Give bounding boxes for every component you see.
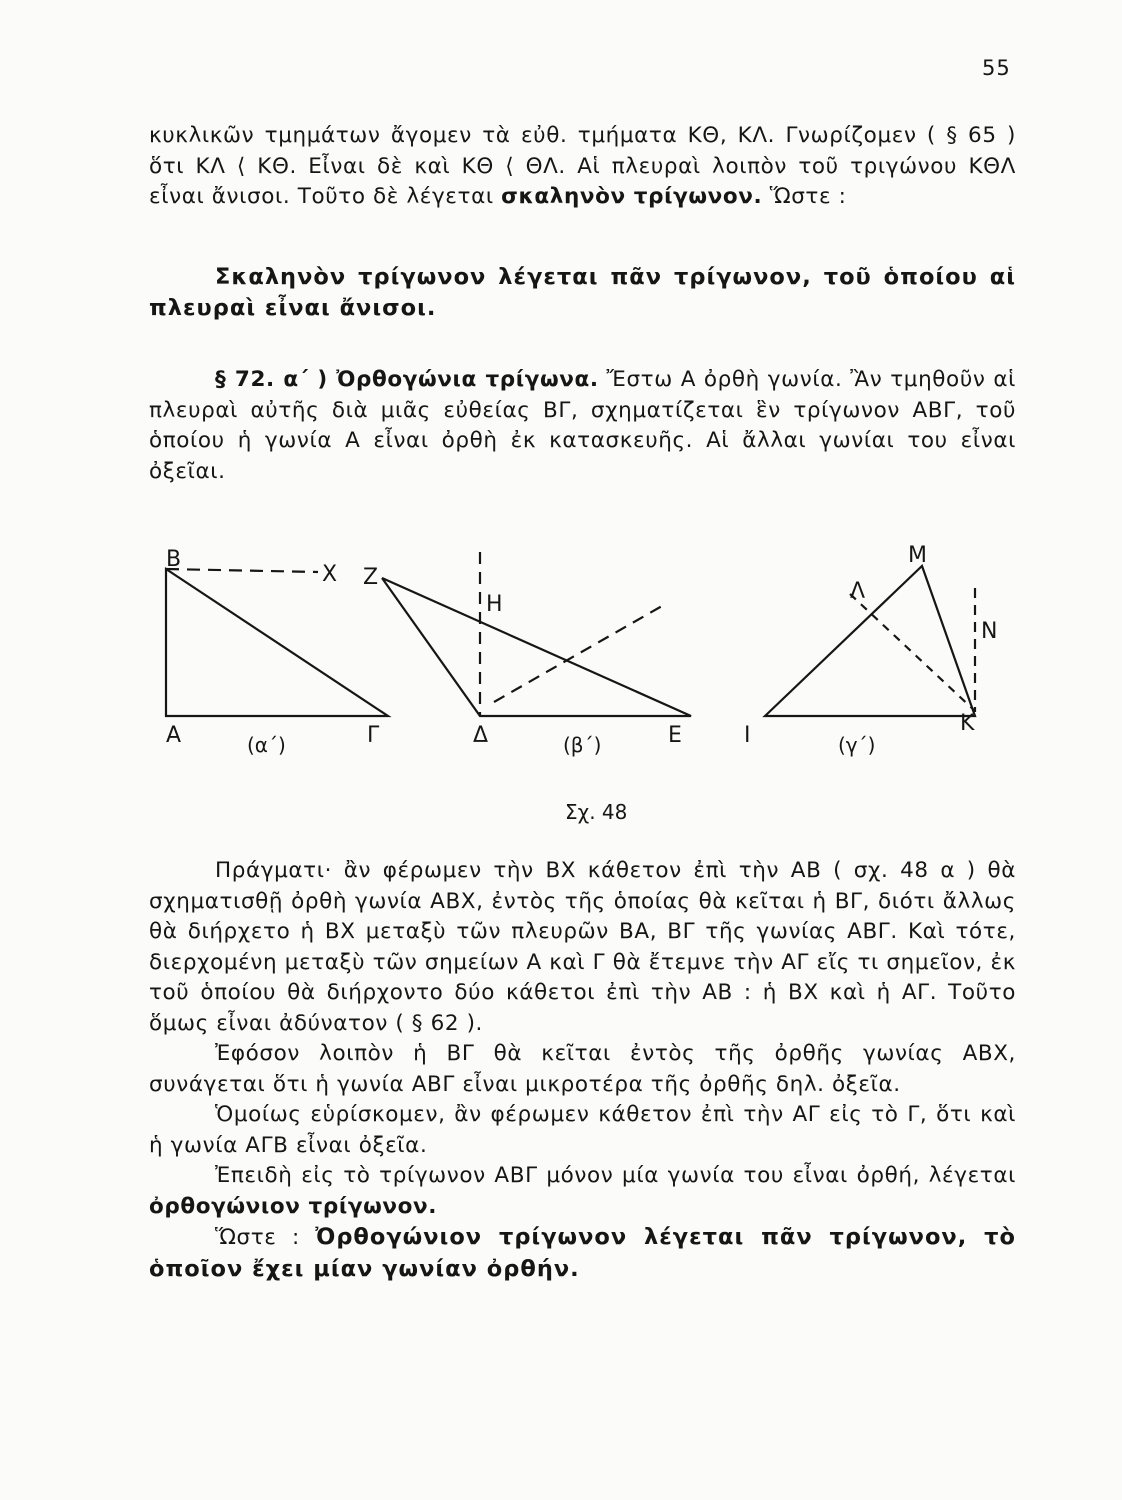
definition-lead: Ὥστε : (215, 1225, 316, 1250)
right-triangle-term: ὀρθογώνιον τρίγωνον. (149, 1193, 438, 1219)
label-e: E (668, 723, 682, 748)
section-72 (149, 365, 1016, 487)
definition-text: Ὀρθογώνιον τρίγωνον λέγεται πᾶν τρίγωνον, τὸ ὁποῖον ἔχει μίαν γωνίαν ὀρθήν. (149, 1224, 1016, 1282)
intro-text: κυκλικῶν τμημάτων ἄγομεν τὰ εὐθ. τμήματα ΚΘ, ΚΛ. Γνωρίζομεν ( § 65 ) ὅτι ΚΛ ⟨ ΚΘ. Εἶναι δὲ καὶ ΚΘ ⟨ ΘΛ. Αἱ πλευραὶ λοιπὸν τοῦ τριγώνου ΚΘΛ εἶναι ἄνισοι. Τοῦτο δὲ λέγεται (149, 123, 1016, 209)
page-number: 55 (982, 56, 1011, 80)
paragraph-proof: Πράγματι· ἂν φέρωμεν τὴν ΒΧ κάθετον ἐπὶ τὴν ΑΒ ( σχ. 48 α ) θὰ σχηματισθῇ ὀρθὴ γωνία ΑΒΧ, ἐντὸς τῆς ὁποίας θὰ κεῖται ἡ ΒΓ, διότι ἄλλως θὰ διήρχετο ἡ ΒΧ μεταξὺ τῶν πλευρῶν ΒΑ, ΒΓ τῆς γωνίας ΑΒΓ. Καὶ τότε, διερχομένη μεταξὺ τῶν σημείων Α καὶ Γ θὰ ἔτεμνε τὴν ΑΓ εἴς τι σημεῖον, ἐκ τοῦ ὁποίου θὰ διήρχοντο δύο κάθετοι ἐπὶ τὴν ΑΒ : ἡ ΒΧ καὶ ἡ ΑΓ. Τοῦτο ὅμως εἶναι ἀδύνατον ( § 62 ). (149, 858, 1016, 1036)
label-n: N (981, 619, 998, 644)
scalene-definition-block (149, 262, 1016, 323)
label-gamma: Γ (367, 723, 380, 748)
right-triangle-text: Ἐπειδὴ εἰς τὸ τρίγωνον ΑΒΓ μόνον μία γωνία του εἶναι ὀρθή, λέγεται (215, 1163, 1016, 1188)
section-72-paragraph (149, 365, 1016, 487)
label-lambda: Λ (850, 579, 866, 604)
section-72-heading: § 72. α΄ ) Ὀρθογώνια τρίγωνα. (215, 367, 599, 392)
scalene-term: σκαληνὸν τρίγωνον. (501, 184, 763, 209)
paragraph-acute-agb: Ὁμοίως εὑρίσκομεν, ἂν φέρωμεν κάθετον ἐπὶ τὴν ΑΓ εἰς τὸ Γ, ὅτι καὶ ἡ γωνία ΑΓΒ εἶναι ὀξεῖα. (149, 1102, 1016, 1158)
triangle-imk (765, 566, 975, 716)
label-i: I (744, 723, 751, 748)
perpendicular-bx (166, 569, 318, 572)
dashed-lk (850, 594, 975, 711)
label-m: M (908, 543, 927, 568)
triangle-zde (382, 578, 691, 716)
label-k: K (960, 711, 975, 736)
paragraph-acute-abg: Ἐφόσον λοιπὸν ἡ ΒΓ θὰ κεῖται ἐντὸς τῆς ὀρθῆς γωνίας ΑΒΧ, συνάγεται ὅτι ἡ γωνία ΑΒΓ εἶναι μικροτέρα τῆς ὀρθῆς δηλ. ὀξεῖα. (149, 1041, 1016, 1097)
label-b: B (166, 547, 182, 572)
subcaption-b: (β΄) (563, 733, 602, 757)
label-x: X (322, 562, 338, 587)
paragraph-right-triangle (149, 1161, 1016, 1222)
figure-caption: Σχ. 48 (565, 800, 628, 824)
body-paragraphs (149, 856, 1016, 1285)
label-a: A (166, 723, 182, 748)
scalene-explanation (149, 121, 1016, 213)
label-delta: Δ (473, 723, 489, 748)
label-z: Z (363, 565, 379, 590)
scalene-definition: Σκαληνὸν τρίγωνον λέγεται πᾶν τρίγωνον, τοῦ ὁποίου αἱ πλευραὶ εἶναι ἄνισοι. (149, 264, 1016, 321)
triangle-abg (166, 569, 388, 716)
label-h: H (486, 592, 503, 617)
intro-paragraph (149, 121, 1016, 213)
intro-tail: Ὥστε : (762, 184, 847, 209)
subcaption-c: (γ΄) (838, 733, 876, 757)
right-triangle-definition (149, 1222, 1016, 1285)
subcaption-a: (α΄) (247, 733, 286, 757)
dashed-diagonal (494, 606, 662, 702)
section-72-text: Ἔστω Α ὀρθὴ γωνία. Ἂν τμηθοῦν αἱ πλευραὶ αὐτῆς διὰ μιᾶς εὐθείας ΒΓ, σχηματίζεται ἓν τρίγωνον ΑΒΓ, τοῦ ὁποίου ἡ γωνία Α εἶναι ὀρθὴ ἐκ κατασκευῆς. Αἱ ἄλλαι γωνίαι του εἶναι ὀξεῖαι. (149, 367, 1016, 484)
